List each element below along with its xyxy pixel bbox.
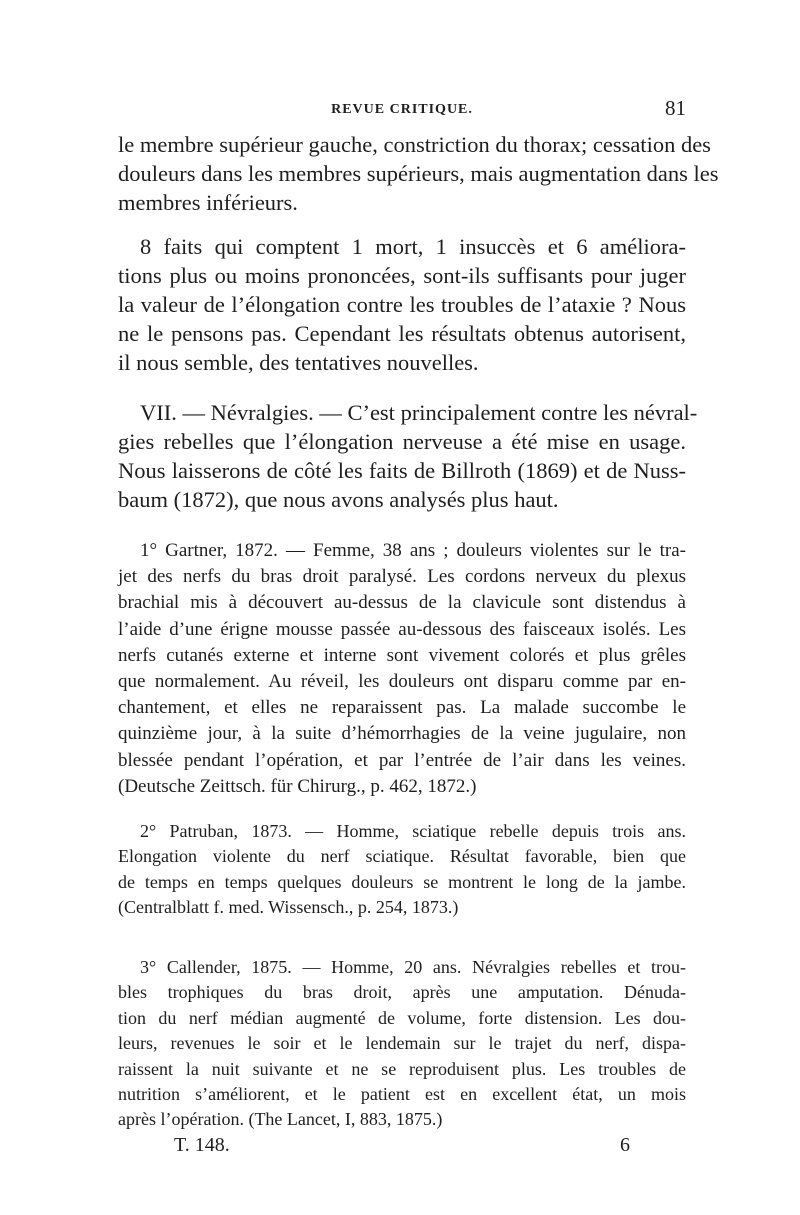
page-footer — [174, 1134, 630, 1164]
page-number: 81 — [665, 96, 686, 120]
text-line: 2° Patruban, 1873. — Homme, sciatique rebelle depuis trois ans. — [140, 821, 686, 841]
text-line: nerfs cutanés externe et interne sont vivement colorés et plus grêles — [118, 644, 686, 666]
text-line: quinzième jour, à la suite d’hémorrhagies de la veine jugulaire, non — [118, 723, 686, 745]
case-callender — [118, 955, 686, 1133]
text-line: bles trophiques du bras droit, après une amputation. Dénuda- — [118, 982, 686, 1003]
case-patruban — [118, 819, 686, 921]
running-title: REVUE CRITIQUE. — [331, 102, 473, 117]
text-line: raissent la nuit suivante et ne se reproduisent plus. Les troubles de — [118, 1058, 686, 1079]
paragraph-continuation — [118, 130, 719, 217]
text-line: gies rebelles que l’élongation nerveuse a été mise en usage. — [118, 429, 686, 454]
text-line: la valeur de l’élongation contre les troubles de l’ataxie ? Nous — [118, 292, 686, 317]
text-line: (Deutsche Zeittsch. für Chirurg., p. 462, 1872.) — [118, 775, 477, 797]
text-line: blessée pendant l’opération, et par l’entrée de l’air dans les veines. — [118, 749, 686, 771]
text-line: VII. — Névralgies. — C’est principalement contre les névral- — [140, 400, 698, 425]
text-line: (Centralblatt f. med. Wissensch., p. 254, 1873.) — [118, 897, 459, 918]
page-header — [118, 96, 686, 126]
text-line: jet des nerfs du bras droit paralysé. Les cordons nerveux du plexus — [118, 566, 686, 588]
text-line: membres inférieurs. — [118, 190, 298, 215]
text-line: nutrition s’améliorent, et le patient est en excellent état, un mois — [118, 1084, 686, 1105]
sheet-number: 6 — [620, 1134, 630, 1156]
text-line: Elongation violente du nerf sciatique. Résultat favorable, bien que — [118, 846, 686, 867]
text-line: brachial mis à découvert au-dessus de la clavicule sont distendus à — [118, 592, 686, 614]
signature-mark: T. 148. — [174, 1134, 230, 1156]
section-neuralgies — [118, 398, 698, 514]
text-line: leurs, revenues le soir et le lendemain sur le trajet du nerf, dispa- — [118, 1033, 686, 1054]
text-line: baum (1872), que nous avons analysés plus haut. — [118, 487, 559, 512]
text-line: douleurs dans les membres supérieurs, mais augmentation dans les — [118, 161, 719, 186]
text-line: tion du nerf médian augmenté de volume, forte distension. Les dou- — [118, 1007, 686, 1028]
text-line: de temps en temps quelques douleurs se montrent le long de la jambe. — [118, 871, 686, 892]
text-line: après l’opération. (The Lancet, I, 883, 1875.) — [118, 1109, 443, 1130]
text-line: chantement, et elles ne reparaissent pas. La malade succombe le — [118, 697, 686, 719]
text-line: Nous laisserons de côté les faits de Billroth (1869) et de Nuss- — [118, 458, 686, 483]
text-line: 8 faits qui comptent 1 mort, 1 insuccès et 6 améliora- — [140, 234, 686, 259]
case-gartner — [118, 538, 686, 800]
text-line: que normalement. Au réveil, les douleurs ont disparu comme par en- — [118, 671, 686, 693]
text-line: il nous semble, des tentatives nouvelles. — [118, 350, 479, 375]
text-line: tions plus ou moins prononcées, sont-ils suffisants pour juger — [118, 263, 686, 288]
text-line: 3° Callender, 1875. — Homme, 20 ans. Névralgies rebelles et trou- — [140, 957, 686, 977]
text-line: ne le pensons pas. Cependant les résultats obtenus autorisent, — [118, 321, 686, 346]
text-line: l’aide d’une érigne mousse passée au-dessous des faisceaux isolés. Les — [118, 618, 686, 640]
text-line: le membre supérieur gauche, constriction du thorax; cessation des — [118, 132, 711, 157]
paragraph-summary — [118, 232, 686, 377]
text-line: 1° Gartner, 1872. — Femme, 38 ans ; douleurs violentes sur le tra- — [140, 540, 686, 561]
